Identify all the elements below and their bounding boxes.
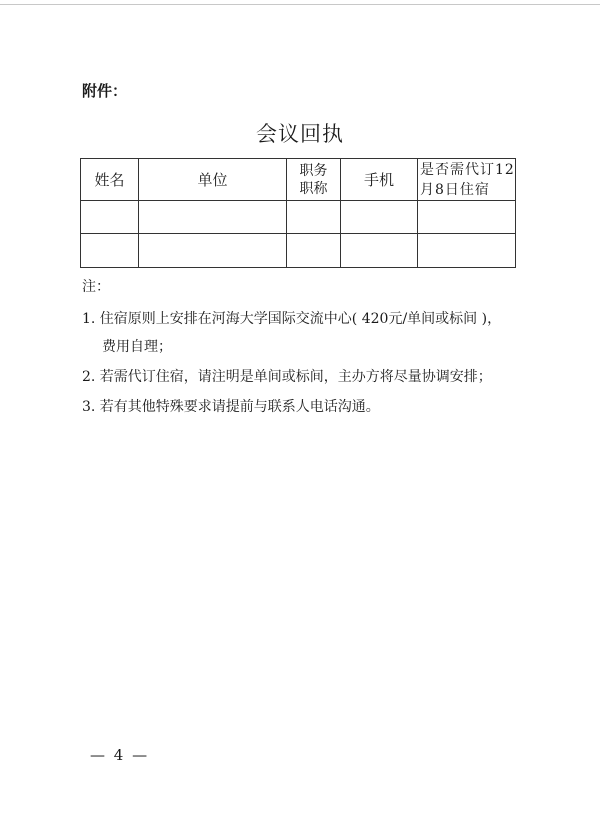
header-position-line1: 职务 [299,162,328,179]
table-header-row [81,159,516,201]
scan-edge-line [0,4,600,5]
table-cell[interactable] [287,234,341,268]
notes-heading: 注： [82,279,110,295]
table-cell[interactable] [139,201,287,234]
header-hotel-line2: 月8日住宿 [420,181,490,198]
page-number: — 4 — [90,746,150,764]
header-hotel [418,159,516,201]
header-phone: 手机 [341,159,418,201]
header-unit: 单位 [139,159,287,201]
note-item-2: 2. 若需代订住宿，请注明是单间或标间，主办方将尽量协调安排； [82,369,492,385]
note-item-3: 3. 若有其他特殊要求请提前与联系人电话沟通。 [82,399,380,415]
note-item-1: 1. 住宿原则上安排在河海大学国际交流中心( 420元/单间或标间 )， [82,311,502,327]
table-cell[interactable] [81,201,139,234]
table-row [81,201,516,234]
header-hotel-line1: 是否需代订12 [420,161,515,178]
table-cell[interactable] [418,201,516,234]
table-cell[interactable] [287,201,341,234]
header-position-line2: 职称 [299,180,328,197]
header-position [287,159,341,201]
note-item-1-continued: 费用自理； [102,339,172,355]
attachment-label: 附件： [82,82,128,100]
table-row [81,234,516,268]
page-title: 会议回执 [256,122,344,146]
table-cell[interactable] [139,234,287,268]
table-cell[interactable] [418,234,516,268]
receipt-table [80,158,516,268]
table-cell[interactable] [341,201,418,234]
table-cell[interactable] [81,234,139,268]
table-cell[interactable] [341,234,418,268]
header-name: 姓名 [81,159,139,201]
